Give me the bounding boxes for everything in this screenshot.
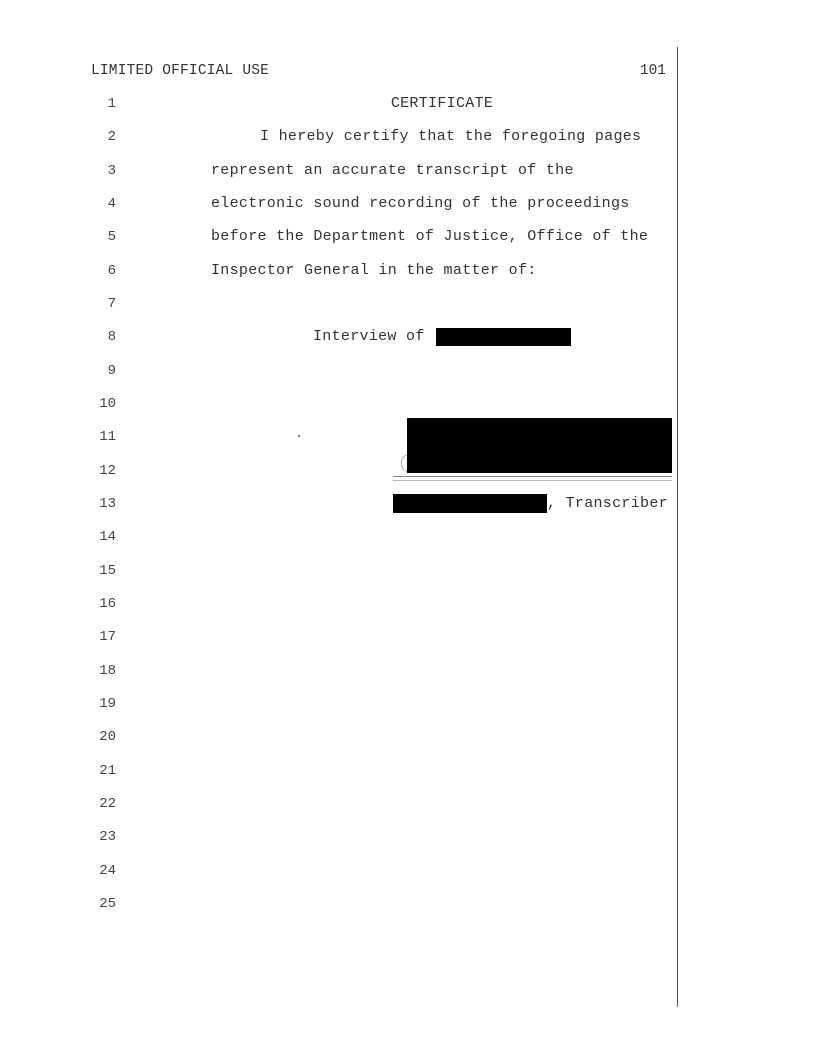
line-number: 16 [99, 596, 116, 612]
signature-line-lower [393, 480, 672, 481]
certificate-line: before the Department of Justice, Office of the [211, 228, 649, 245]
redacted-interviewee-name [436, 328, 571, 346]
signature-line [393, 476, 672, 477]
line-number: 12 [99, 463, 116, 479]
line-number: 24 [99, 863, 116, 879]
line-number: 15 [99, 563, 116, 579]
line-number: 7 [107, 296, 116, 312]
right-margin-rule [677, 47, 678, 1007]
line-number: 20 [99, 729, 116, 745]
line-number: 25 [99, 896, 116, 912]
line-number: 11 [99, 429, 116, 445]
stray-mark [298, 435, 300, 437]
certificate-title: CERTIFICATE [390, 95, 494, 112]
line-number: 21 [99, 763, 116, 779]
certificate-line: I hereby certify that the foregoing pages [260, 128, 642, 145]
line-number: 4 [107, 196, 116, 212]
line-number: 9 [107, 363, 116, 379]
line-number: 18 [99, 663, 116, 679]
redacted-transcriber-name [393, 494, 547, 513]
certificate-line: Inspector General in the matter of: [211, 262, 537, 279]
line-number: 17 [99, 629, 116, 645]
line-number: 23 [99, 829, 116, 845]
line-number: 2 [107, 129, 116, 145]
line-number: 1 [107, 96, 116, 112]
line-number: 8 [107, 329, 116, 345]
page-header-classification: LIMITED OFFICIAL USE [91, 63, 270, 79]
interview-label: Interview of [313, 328, 425, 345]
redacted-signature [407, 418, 672, 473]
line-number: 6 [107, 263, 116, 279]
certificate-line: electronic sound recording of the proceedings [211, 195, 630, 212]
transcriber-label: , Transcriber [547, 495, 668, 512]
line-number: 14 [99, 529, 116, 545]
page-number: 101 [639, 63, 666, 79]
line-number: 13 [99, 496, 116, 512]
line-number: 5 [107, 229, 116, 245]
certificate-line: represent an accurate transcript of the [211, 162, 574, 179]
line-number: 10 [99, 396, 116, 412]
line-number: 19 [99, 696, 116, 712]
line-number: 22 [99, 796, 116, 812]
line-number: 3 [107, 163, 116, 179]
